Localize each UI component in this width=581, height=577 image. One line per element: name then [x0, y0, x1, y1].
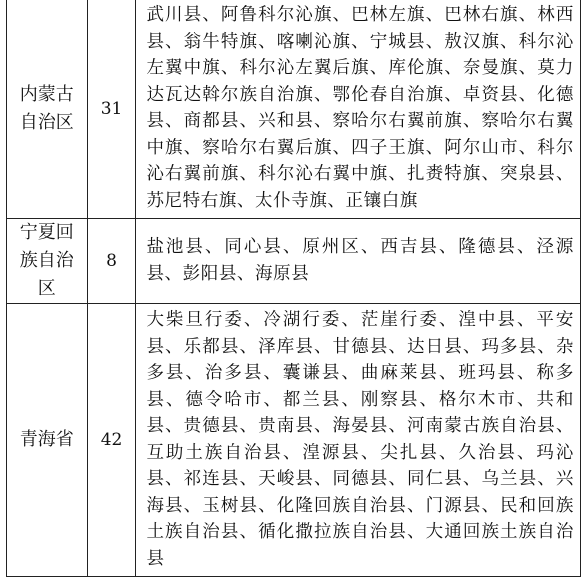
county-list: 大柴旦行委、冷湖行委、茫崖行委、湟中县、平安县、乐都县、泽库县、甘德县、达日县、玛多县、杂多县、治多县、囊谦县、曲麻莱县、班玛县、称多县、德令哈市、都兰县、刚察县、格尔木市、共和县、贵德县、贵南县、海晏县、河南蒙古族自治县、互助土族自治县、湟源县、尖扎县、久治县、玛沁县、祁连县、天峻县、同德县、同仁县、乌兰县、兴海县、玉树县、化隆回族自治县、门源县、民和回族土族自治县、循化撒拉族自治县、大通回族土族自治县: [136, 304, 581, 577]
province-name-line: 自治区: [19, 111, 74, 133]
table-row: [7, 0, 581, 219]
province-name-line: 内蒙古: [19, 83, 74, 105]
province-cell: [7, 304, 88, 577]
province-name-line: 宁夏回: [19, 222, 74, 243]
county-list: 盐池县、同心县、原州区、西吉县、隆德县、泾源县、彭阳县、海原县: [136, 219, 581, 304]
province-cell: [7, 219, 88, 304]
table-row: [7, 219, 581, 304]
county-list: 武川县、阿鲁科尔沁旗、巴林左旗、巴林右旗、林西县、翁牛特旗、喀喇沁旗、宁城县、敖汉旗、科尔沁左翼中旗、科尔沁左翼后旗、库伦旗、奈曼旗、莫力达瓦达斡尔族自治旗、鄂伦春自治旗、卓资县、化德县、商都县、兴和县、察哈尔右翼前旗、察哈尔右翼中旗、察哈尔右翼后旗、四子王旗、阿尔山市、科尔沁右翼前旗、科尔沁右翼中旗、扎赉特旗、突泉县、苏尼特右旗、太仆寺旗、正镶白旗: [136, 0, 581, 219]
province-cell: [7, 0, 88, 219]
province-name-line: 区: [37, 278, 56, 299]
county-table: [6, 0, 581, 577]
table-row: [7, 304, 581, 577]
county-count: 8: [87, 219, 136, 304]
province-name-line: 族自治: [19, 250, 74, 271]
province-name-line: 青海省: [19, 429, 74, 450]
county-count: 42: [87, 304, 136, 577]
county-count: 31: [87, 0, 136, 219]
